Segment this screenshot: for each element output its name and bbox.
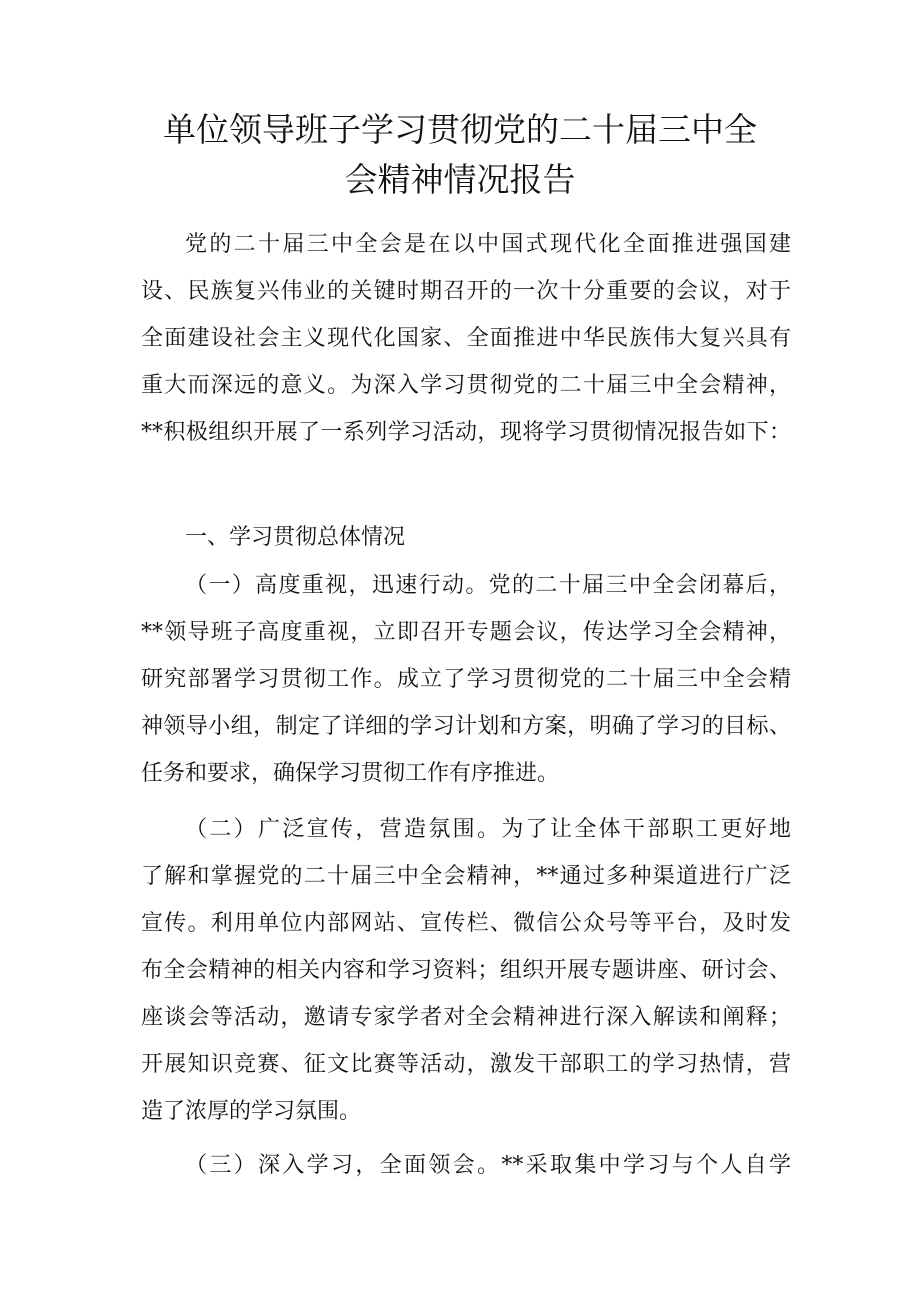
text-line: 神领导小组，制定了详细的学习计划和方案，明确了学习的目标、 [141,714,791,739]
text-line: 设、民族复兴伟业的关键时期召开的一次十分重要的会议，对于 [141,279,791,304]
text-line: **积极组织开展了一系列学习活动，现将学习贯彻情况报告如下： [141,420,791,445]
text-line: 宣传。利用单位内部网站、宣传栏、微信公众号等平台，及时发 [141,911,791,936]
intro-paragraph [141,221,791,456]
text-line: 座谈会等活动，邀请专家学者对全会精神进行深入解读和阐释； [141,1005,791,1030]
text-line: **领导班子高度重视，立即召开专题会议，传达学习全会精神， [141,620,791,645]
text-line: 研究部署学习贯彻工作。成立了学习贯彻党的二十届三中全会精 [141,667,791,692]
item-1-paragraph [141,562,791,797]
document-title-line-1: 单位领导班子学习贯彻党的二十届三中全 [163,110,757,149]
text-line: 党的二十届三中全会是在以中国式现代化全面推进强国建 [185,232,791,257]
text-line: （三）深入学习，全面领会。**采取集中学习与个人自学 [185,1153,791,1178]
text-line: 重大而深远的意义。为深入学习贯彻党的二十届三中全会精神， [141,373,791,398]
item-2-paragraph [141,806,791,1135]
item-3-paragraph [141,1142,791,1189]
text-line: 全面建设社会主义现代化国家、全面推进中华民族伟大复兴具有 [141,326,791,351]
text-line: （一）高度重视，迅速行动。党的二十届三中全会闭幕后， [185,573,791,598]
text-line: 造了浓厚的学习氛围。 [141,1099,362,1124]
section-heading: 一、学习贯彻总体情况 [185,525,406,550]
text-line: （二）广泛宣传，营造氛围。为了让全体干部职工更好地 [185,817,791,842]
text-line: 任务和要求，确保学习贯彻工作有序推进。 [141,761,560,786]
text-line: 开展知识竞赛、征文比赛等活动，激发干部职工的学习热情，营 [141,1052,791,1077]
document-title-line-2: 会精神情况报告 [344,160,576,199]
text-line: 了解和掌握党的二十届三中全会精神，**通过多种渠道进行广泛 [141,864,791,889]
text-line: 布全会精神的相关内容和学习资料；组织开展专题讲座、研讨会、 [141,958,791,983]
